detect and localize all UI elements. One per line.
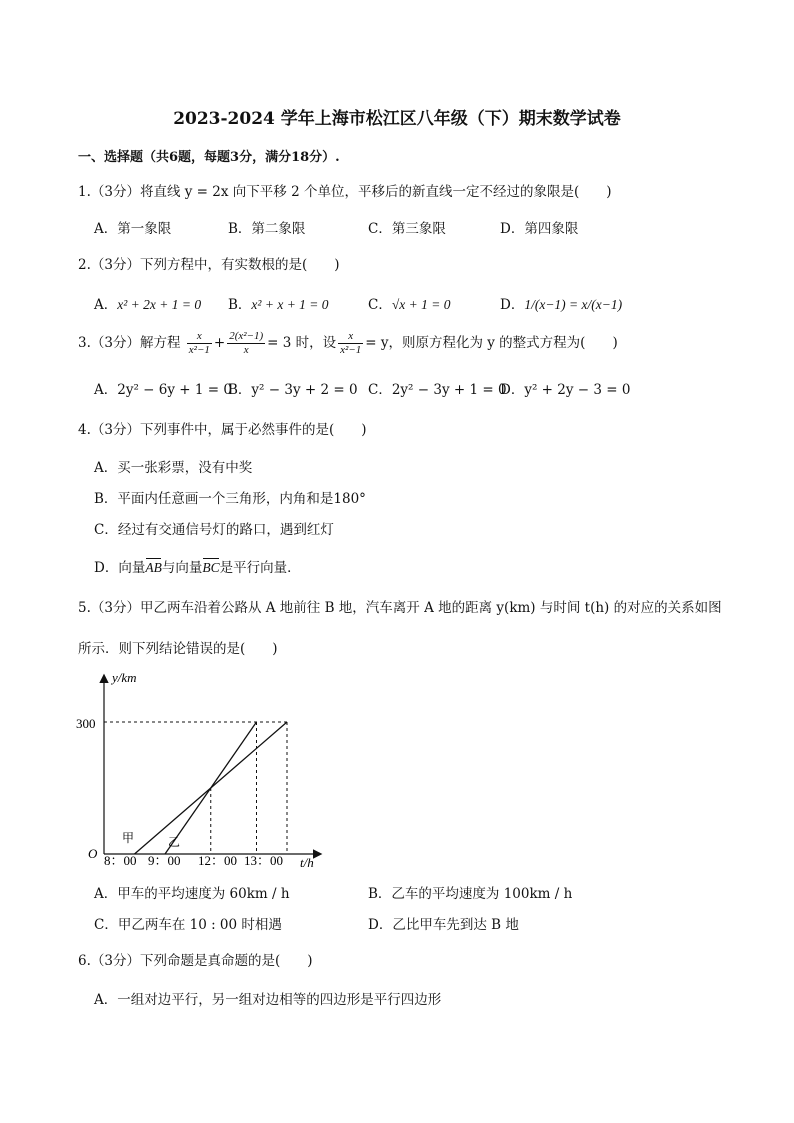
q4-option-d-post: 是平行向量．: [219, 560, 301, 576]
q2-option-a: [94, 293, 201, 313]
q3-frac2-num: 2(x²−1): [229, 330, 264, 342]
q5-option-a: A．甲车的平均速度为 60km / h: [94, 886, 290, 902]
q3-frac2-den: x: [243, 344, 249, 356]
x-tick-label-9: 9：00: [148, 853, 181, 868]
y-axis-label: y/km: [112, 670, 137, 685]
distance-time-graph: [70, 668, 340, 873]
vector-ab: AB: [145, 560, 162, 575]
q5-option-c: C．甲乙两车在 10 : 00 时相遇: [94, 917, 282, 933]
q4-option-a: A．买一张彩票，没有中奖: [94, 460, 253, 476]
q3-frac3-num: x: [338, 330, 363, 344]
q2-option-d-expr: 1/(x−1) = x/(x−1): [524, 297, 623, 312]
q2-option-a-label: A．: [94, 297, 118, 313]
q1-option-a: A．第一象限: [94, 221, 172, 237]
q3-fraction-3: [338, 330, 363, 357]
page-title: 2023-2024 学年上海市松江区八年级（下）期末数学试卷: [173, 109, 621, 129]
question-1-stem: 1.（3分）将直线 y = 2x 向下平移 2 个单位，平移后的新直线一定不经过的象限是( ): [78, 184, 612, 200]
question-4-stem: 4.（3分）下列事件中，属于必然事件的是( ): [78, 422, 367, 438]
question-5-stem-line1: 5.（3分）甲乙两车沿着公路从 A 地前往 B 地，汽车离开 A 地的距离 y(km) 与时间 t(h) 的对应的关系如图: [78, 600, 722, 616]
q3-suffix: = y，则原方程化为 y 的整式方程为( ): [365, 335, 618, 351]
q5-option-b: B．乙车的平均速度为 100km / h: [368, 886, 573, 902]
q2-option-b: [228, 293, 329, 313]
q3-option-a: A．2y² − 6y + 1 = 0: [94, 382, 232, 398]
q3-mid: = 3 时，设: [267, 335, 337, 351]
series-label-jia: 甲: [122, 831, 135, 845]
origin-label: O: [88, 846, 98, 861]
series-label-yi: 乙: [168, 835, 181, 849]
q2-option-b-expr: x² + x + 1 = 0: [251, 297, 329, 312]
x-tick-label-13: 13：00: [244, 853, 284, 868]
question-2-stem: 2.（3分）下列方程中，有实数根的是( ): [78, 257, 340, 273]
q3-fraction-1: [187, 330, 212, 357]
q3-frac1-den: x²−1: [188, 344, 210, 356]
question-6-stem: 6.（3分）下列命题是真命题的是( ): [78, 953, 313, 969]
q3-option-b: B．y² − 3y + 2 = 0: [228, 382, 358, 398]
q4-option-b: B．平面内任意画一个三角形，内角和是180°: [94, 491, 366, 507]
question-5-stem-line2: 所示．则下列结论错误的是( ): [78, 641, 278, 657]
q2-option-c-expr: √x + 1 = 0: [391, 297, 451, 312]
q2-option-c: [368, 293, 450, 313]
vector-bc: BC: [202, 560, 220, 575]
q4-option-d: [94, 556, 301, 576]
q3-prefix: 3.（3分）解方程: [78, 335, 181, 351]
q3-fraction-2: [227, 330, 265, 357]
question-3-stem: 3.（3分）解方程 $\frac{x}{\text{x²−1}}$ + $\frac{\text{2(x²−1)}}{x}$ = 3 时，设 $\frac{x}{\text{x²−1}}$ = y，则原方程化为 y 的整式方程为( ): [78, 330, 618, 356]
q1-option-d: D．第四象限: [500, 221, 579, 237]
section-heading: 一、选择题（共6题，每题3分，满分18分）.: [78, 150, 340, 165]
q1-option-b: B．第二象限: [228, 221, 306, 237]
x-axis-label: t/h: [300, 855, 314, 870]
q2-option-d: [500, 293, 622, 313]
q3-frac1-num: x: [187, 330, 212, 344]
q6-option-a: A．一组对边平行，另一组对边相等的四边形是平行四边形: [94, 992, 442, 1008]
q4-option-d-pre: D．向量: [94, 560, 146, 576]
q2-option-a-expr: x² + 2x + 1 = 0: [117, 297, 202, 312]
q5-option-d: D．乙比甲车先到达 B 地: [368, 917, 519, 933]
q3-option-c: C．2y² − 3y + 1 = 0: [368, 382, 507, 398]
x-tick-label-8: 8：00: [104, 853, 137, 868]
x-tick-label-12: 12：00: [198, 853, 238, 868]
q2-option-c-label: C．: [368, 297, 392, 313]
q4-option-d-mid: 与向量: [161, 560, 203, 576]
q2-option-d-label: D．: [500, 297, 525, 313]
q3-option-d: D．y² + 2y − 3 = 0: [500, 382, 631, 398]
q4-option-c: C．经过有交通信号灯的路口，遇到红灯: [94, 522, 334, 538]
y-tick-300: 300: [76, 716, 96, 731]
q3-frac3-den: x²−1: [340, 344, 362, 356]
q2-option-b-label: B．: [228, 297, 252, 313]
q1-option-c: C．第三象限: [368, 221, 446, 237]
